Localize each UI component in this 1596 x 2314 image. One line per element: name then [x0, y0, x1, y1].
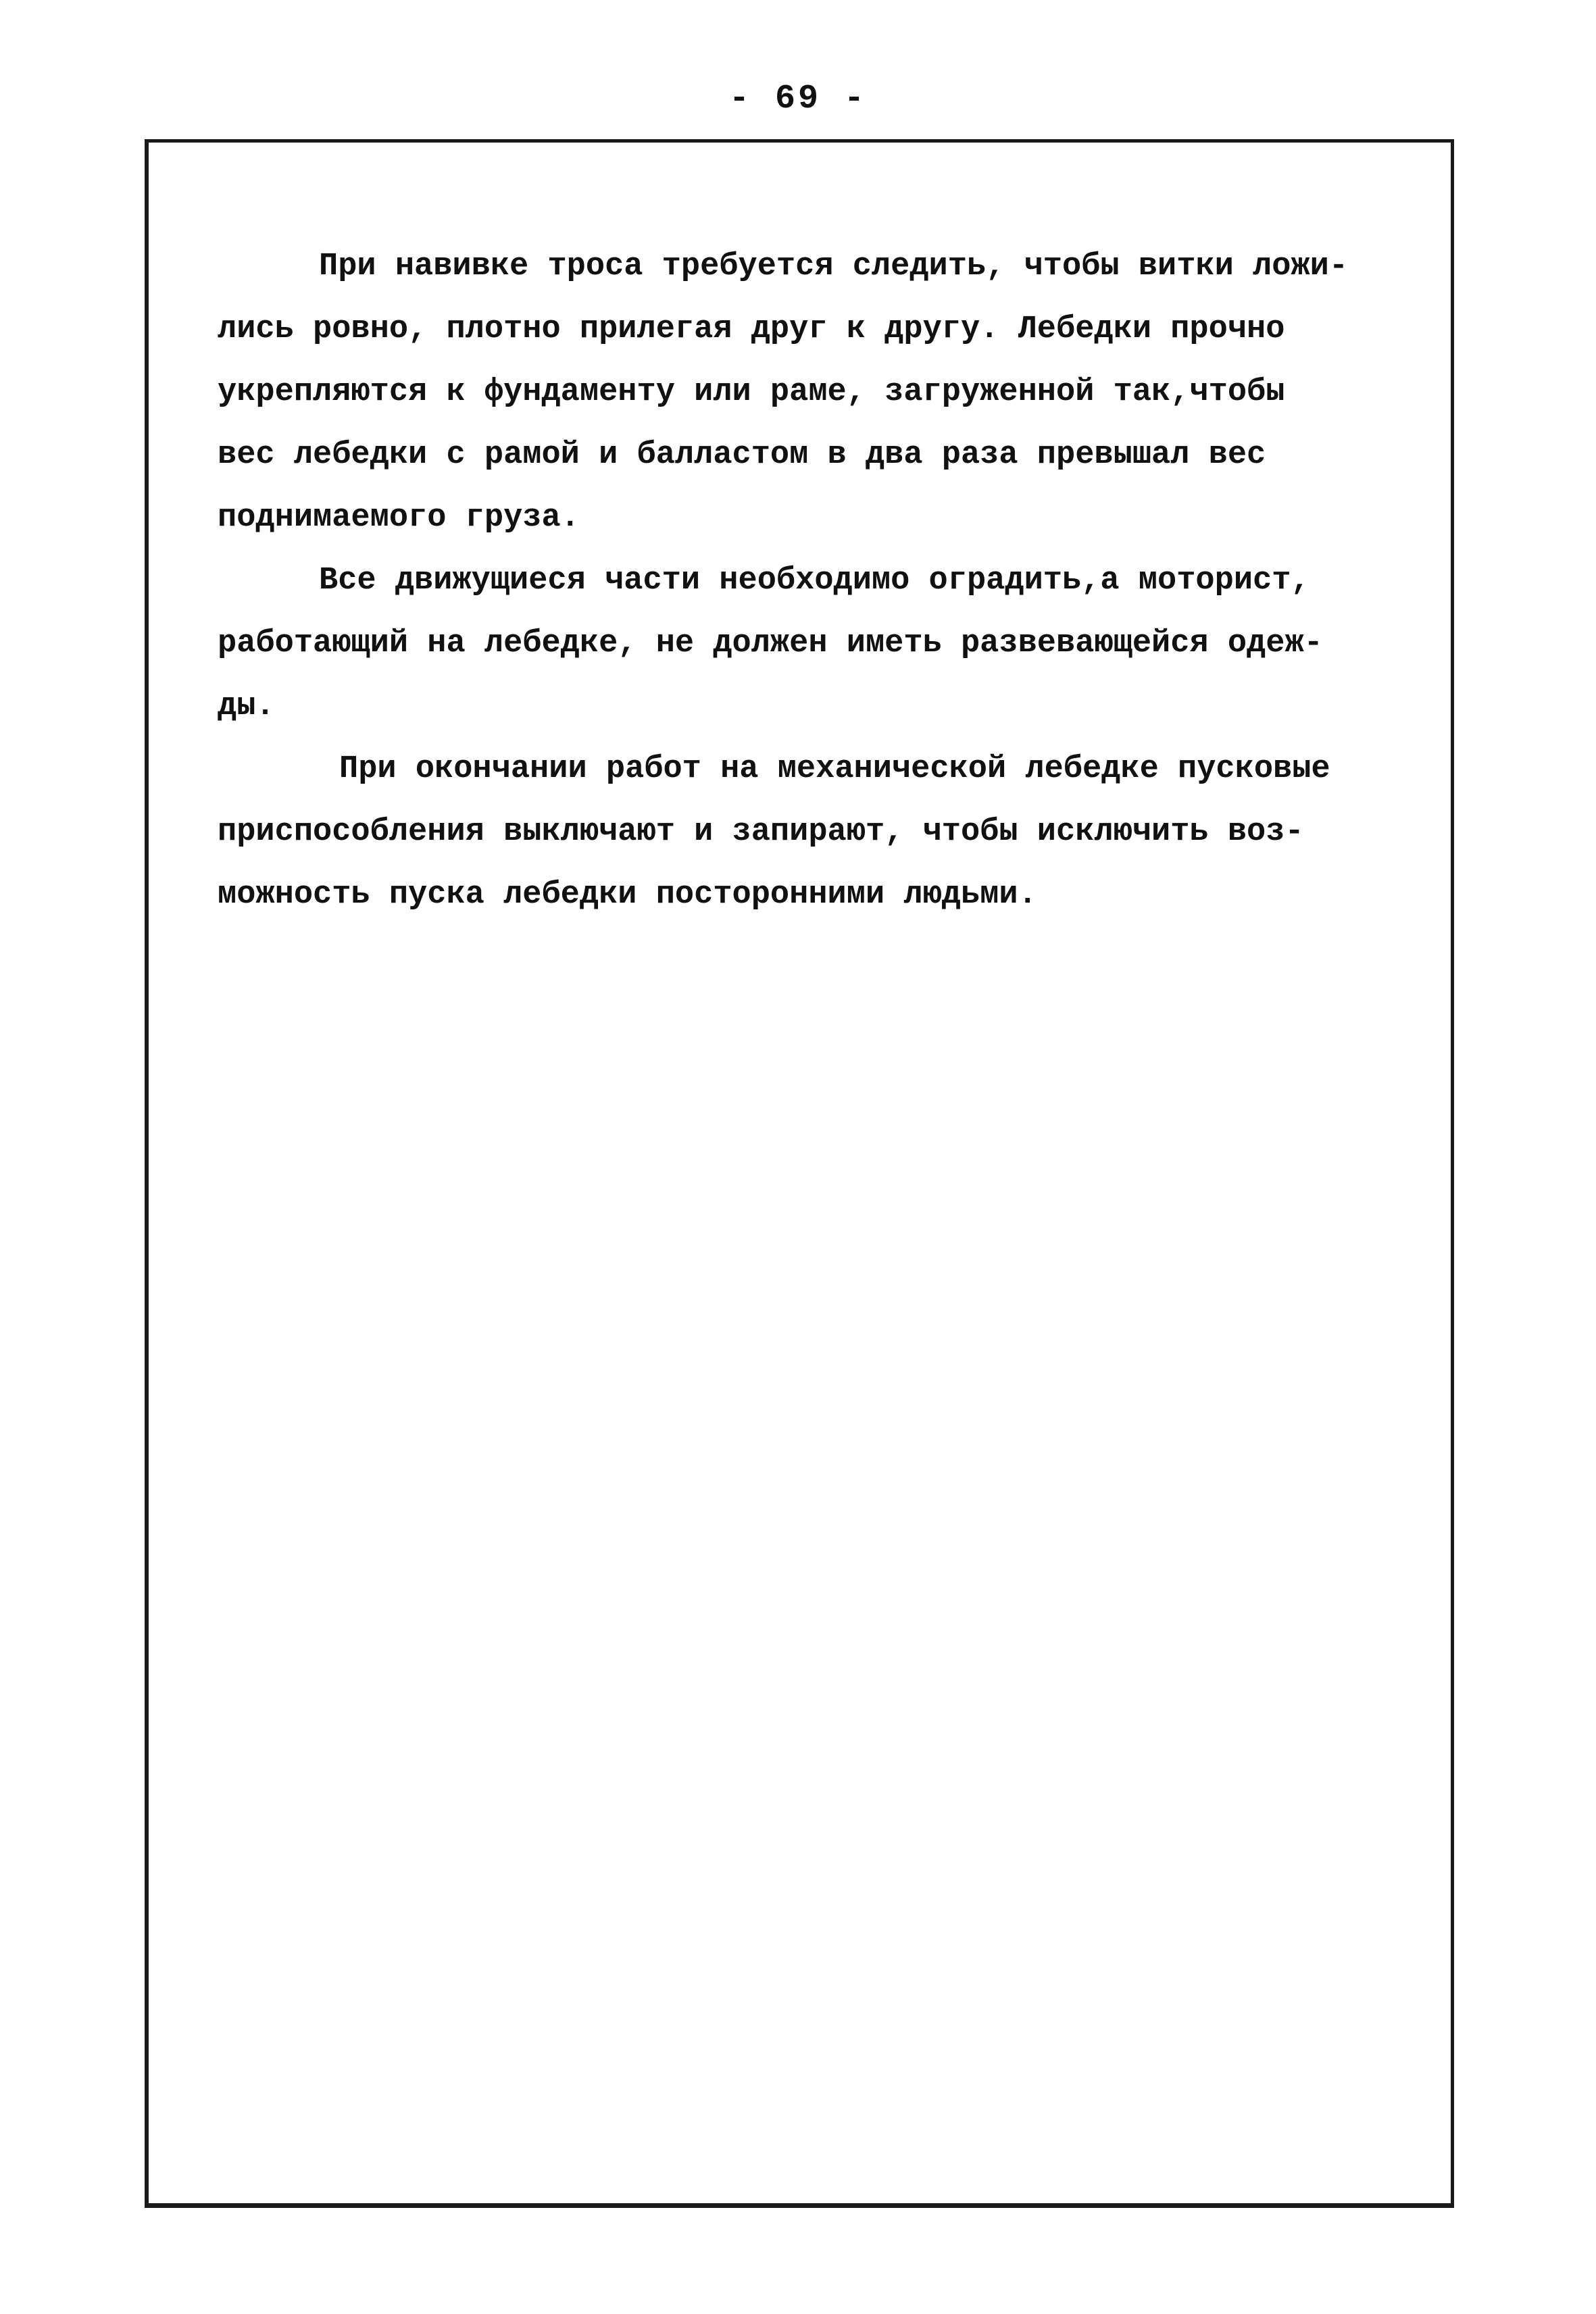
text-line: При окончании работ на механической лебедке пусковые — [339, 751, 1330, 787]
paragraph-1 — [218, 235, 1434, 549]
body-text — [218, 235, 1434, 926]
text-line: ды. — [218, 688, 275, 724]
text-line: При навивке троса требуется следить, чтобы витки ложи- — [319, 249, 1349, 284]
text-line: Все движущиеся части необходимо оградить,а моторист, — [319, 563, 1310, 599]
text-line: вес лебедки с рамой и балластом в два раза превышал вес — [218, 437, 1266, 473]
text-line: работающий на лебедке, не должен иметь развевающейся одеж- — [218, 626, 1323, 661]
page-number: - 69 - — [728, 80, 868, 118]
text-line: поднимаемого груза. — [218, 500, 580, 536]
text-line: лись ровно, плотно прилегая друг к другу. Лебедки прочно — [218, 311, 1285, 347]
text-line: приспособления выключают и запирают, чтобы исключить воз- — [218, 814, 1304, 850]
text-line: можность пуска лебедки посторонними людьми. — [218, 877, 1037, 913]
text-line: укрепляются к фундаменту или раме, загруженной так,чтобы — [218, 374, 1285, 410]
paragraph-2 — [218, 549, 1434, 738]
paragraph-3 — [218, 738, 1434, 926]
